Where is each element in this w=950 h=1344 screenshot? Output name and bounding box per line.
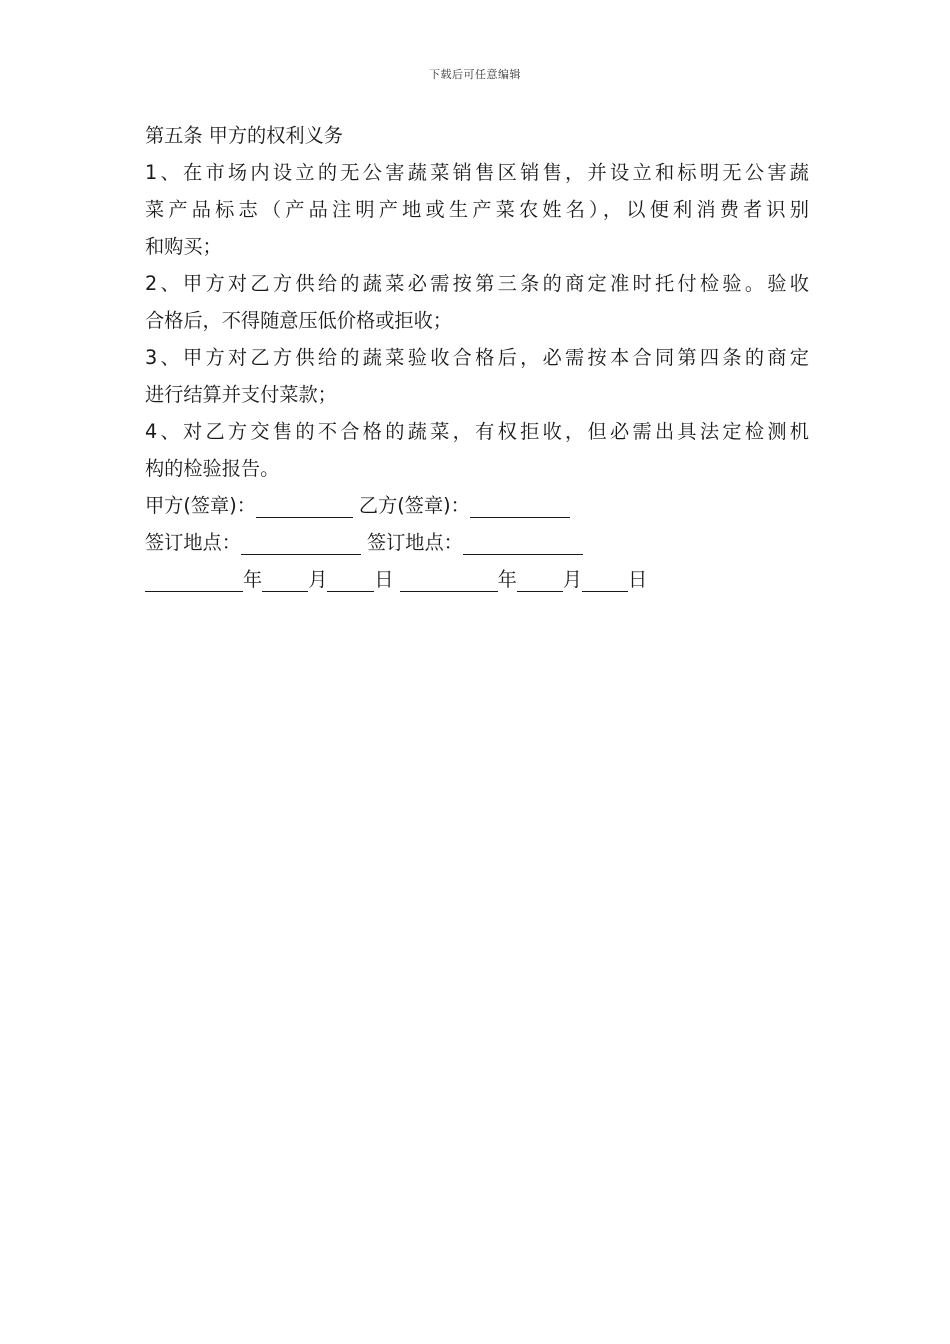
day-a-label: 日 bbox=[374, 568, 394, 591]
clause-item-1 bbox=[145, 154, 809, 265]
clause-line: 合格后，不得随意压低价格或拒收； bbox=[145, 309, 452, 332]
clause-line: 进行结算并支付菜款； bbox=[145, 383, 337, 406]
date-row bbox=[145, 561, 809, 598]
party-b-signature-blank[interactable] bbox=[470, 490, 570, 518]
signing-place-row bbox=[145, 524, 809, 561]
month-a-label: 月 bbox=[308, 568, 328, 591]
party-a-signature-label: 甲方(签章)： bbox=[145, 494, 256, 517]
month-b-label: 月 bbox=[562, 568, 582, 591]
clause-item-2 bbox=[145, 265, 809, 339]
page-header-note: 下载后可任意编辑 bbox=[429, 68, 521, 81]
clause-line: 4、对乙方交售的不合格的蔬菜，有权拒收，但必需出具法定检测机 bbox=[145, 420, 809, 443]
year-b-label: 年 bbox=[497, 568, 517, 591]
clause-line: 菜产品标志（产品注明产地或生产菜农姓名），以便利消费者识别 bbox=[145, 198, 809, 221]
party-a-signature-blank[interactable] bbox=[256, 490, 353, 518]
day-b-label: 日 bbox=[627, 568, 648, 591]
day-a-blank[interactable] bbox=[327, 564, 374, 592]
clause-item-3 bbox=[145, 339, 809, 413]
document-body bbox=[145, 117, 809, 598]
year-a-blank[interactable] bbox=[145, 564, 243, 592]
place-a-blank[interactable] bbox=[241, 527, 361, 555]
clause-line: 1、在市场内设立的无公害蔬菜销售区销售，并设立和标明无公害蔬 bbox=[145, 161, 809, 184]
clause-line: 2、甲方对乙方供给的蔬菜必需按第三条的商定准时托付检验。验收 bbox=[145, 272, 809, 295]
article-title: 第五条 甲方的权利义务 bbox=[145, 124, 343, 147]
party-b-signature-label: 乙方(签章)： bbox=[358, 494, 470, 517]
clause-line: 和购买； bbox=[145, 235, 222, 258]
clause-line: 3、甲方对乙方供给的蔬菜验收合格后，必需按本合同第四条的商定 bbox=[145, 346, 809, 369]
month-a-blank[interactable] bbox=[262, 564, 308, 592]
year-a-label: 年 bbox=[243, 568, 263, 591]
place-b-blank[interactable] bbox=[463, 527, 583, 555]
month-b-blank[interactable] bbox=[517, 564, 563, 592]
place-a-label: 签订地点： bbox=[145, 531, 241, 554]
clause-item-4 bbox=[145, 413, 809, 487]
day-b-blank[interactable] bbox=[582, 564, 628, 592]
signature-row bbox=[145, 487, 809, 524]
clause-line: 构的检验报告。 bbox=[145, 457, 280, 480]
year-b-blank[interactable] bbox=[400, 564, 498, 592]
place-b-label: 签订地点： bbox=[366, 531, 463, 554]
